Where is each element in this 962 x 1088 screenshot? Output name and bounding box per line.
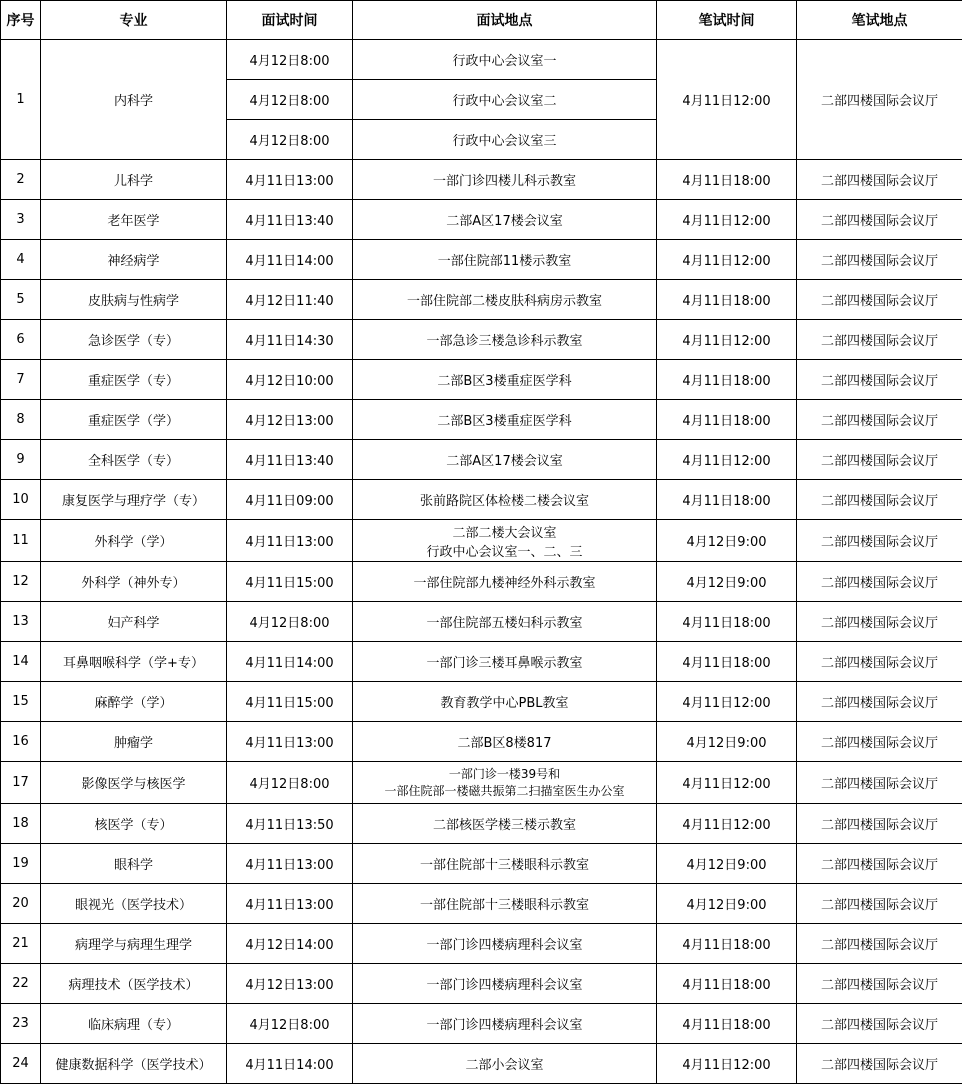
written-time-cell: 4月12日9:00 bbox=[657, 884, 797, 924]
row-number: 1 bbox=[1, 40, 41, 160]
written-place-cell: 二部四楼国际会议厅 bbox=[797, 240, 962, 280]
written-place-cell: 二部四楼国际会议厅 bbox=[797, 480, 962, 520]
written-time-cell: 4月12日9:00 bbox=[657, 844, 797, 884]
table-row bbox=[1, 804, 962, 844]
written-place-cell: 二部四楼国际会议厅 bbox=[797, 360, 962, 400]
written-time-cell: 4月11日18:00 bbox=[657, 1004, 797, 1044]
table-row bbox=[1, 1004, 962, 1044]
row-number: 16 bbox=[1, 722, 41, 762]
written-place-cell: 二部四楼国际会议厅 bbox=[797, 964, 962, 1004]
interview-time-cell: 4月11日14:00 bbox=[227, 240, 353, 280]
table-row bbox=[1, 160, 962, 200]
written-place-cell: 二部四楼国际会议厅 bbox=[797, 924, 962, 964]
interview-place-cell: 一部住院部十三楼眼科示教室 bbox=[353, 844, 657, 884]
interview-time-cell: 4月12日8:00 bbox=[227, 80, 353, 120]
interview-place-cell: 二部A区17楼会议室 bbox=[353, 200, 657, 240]
interview-place-cell: 二部A区17楼会议室 bbox=[353, 440, 657, 480]
major-cell: 耳鼻咽喉科学（学+专） bbox=[41, 642, 227, 682]
written-time-cell: 4月11日18:00 bbox=[657, 924, 797, 964]
major-cell: 皮肤病与性病学 bbox=[41, 280, 227, 320]
table-row bbox=[1, 642, 962, 682]
table-row bbox=[1, 40, 962, 80]
row-number: 17 bbox=[1, 762, 41, 804]
interview-place-cell: 行政中心会议室二 bbox=[353, 80, 657, 120]
major-cell: 临床病理（专） bbox=[41, 1004, 227, 1044]
written-time-cell: 4月11日18:00 bbox=[657, 480, 797, 520]
major-cell: 儿科学 bbox=[41, 160, 227, 200]
table-row bbox=[1, 360, 962, 400]
written-place-cell: 二部四楼国际会议厅 bbox=[797, 682, 962, 722]
written-time-cell: 4月11日18:00 bbox=[657, 280, 797, 320]
table-row bbox=[1, 240, 962, 280]
interview-place-cell: 行政中心会议室三 bbox=[353, 120, 657, 160]
written-time-cell: 4月12日9:00 bbox=[657, 520, 797, 562]
major-cell: 外科学（神外专） bbox=[41, 562, 227, 602]
written-time-cell: 4月11日18:00 bbox=[657, 964, 797, 1004]
interview-time-cell: 4月12日11:40 bbox=[227, 280, 353, 320]
row-number: 6 bbox=[1, 320, 41, 360]
major-cell: 康复医学与理疗学（专） bbox=[41, 480, 227, 520]
table-row bbox=[1, 520, 962, 562]
row-number: 20 bbox=[1, 884, 41, 924]
interview-place-cell: 一部住院部五楼妇科示教室 bbox=[353, 602, 657, 642]
interview-place-cell: 一部门诊四楼病理科会议室 bbox=[353, 964, 657, 1004]
interview-place-cell: 二部B区8楼817 bbox=[353, 722, 657, 762]
written-place-cell: 二部四楼国际会议厅 bbox=[797, 1004, 962, 1044]
written-time-cell: 4月11日12:00 bbox=[657, 40, 797, 160]
written-time-cell: 4月11日18:00 bbox=[657, 642, 797, 682]
interview-place-cell: 一部门诊四楼病理科会议室 bbox=[353, 1004, 657, 1044]
interview-place-cell: 一部急诊三楼急诊科示教室 bbox=[353, 320, 657, 360]
major-cell: 麻醉学（学） bbox=[41, 682, 227, 722]
interview-place-line: 一部门诊一楼39号和 bbox=[448, 766, 561, 781]
interview-time-cell: 4月12日8:00 bbox=[227, 1004, 353, 1044]
written-time-cell: 4月12日9:00 bbox=[657, 562, 797, 602]
header-cell-interview-place: 面试地点 bbox=[353, 1, 657, 40]
row-number: 22 bbox=[1, 964, 41, 1004]
written-place-cell: 二部四楼国际会议厅 bbox=[797, 844, 962, 884]
table-row bbox=[1, 562, 962, 602]
row-number: 14 bbox=[1, 642, 41, 682]
written-place-cell: 二部四楼国际会议厅 bbox=[797, 440, 962, 480]
table-row bbox=[1, 682, 962, 722]
major-cell: 急诊医学（专） bbox=[41, 320, 227, 360]
major-cell: 眼科学 bbox=[41, 844, 227, 884]
interview-place-cell: 一部住院部九楼神经外科示教室 bbox=[353, 562, 657, 602]
row-number: 2 bbox=[1, 160, 41, 200]
major-cell: 核医学（专） bbox=[41, 804, 227, 844]
header-cell-major: 专业 bbox=[41, 1, 227, 40]
written-time-cell: 4月11日12:00 bbox=[657, 320, 797, 360]
row-number: 12 bbox=[1, 562, 41, 602]
table-row bbox=[1, 400, 962, 440]
interview-time-cell: 4月11日14:30 bbox=[227, 320, 353, 360]
interview-time-cell: 4月11日13:40 bbox=[227, 200, 353, 240]
interview-time-cell: 4月12日8:00 bbox=[227, 762, 353, 804]
written-place-cell: 二部四楼国际会议厅 bbox=[797, 40, 962, 160]
written-place-cell: 二部四楼国际会议厅 bbox=[797, 722, 962, 762]
row-number: 13 bbox=[1, 602, 41, 642]
interview-time-cell: 4月11日15:00 bbox=[227, 682, 353, 722]
major-cell: 影像医学与核医学 bbox=[41, 762, 227, 804]
row-number: 21 bbox=[1, 924, 41, 964]
interview-place-cell: 二部核医学楼三楼示教室 bbox=[353, 804, 657, 844]
interview-time-cell: 4月11日13:00 bbox=[227, 160, 353, 200]
major-cell: 健康数据科学（医学技术） bbox=[41, 1044, 227, 1084]
written-place-cell: 二部四楼国际会议厅 bbox=[797, 160, 962, 200]
table-body bbox=[1, 40, 962, 1084]
major-cell: 神经病学 bbox=[41, 240, 227, 280]
interview-time-cell: 4月12日10:00 bbox=[227, 360, 353, 400]
written-place-cell: 二部四楼国际会议厅 bbox=[797, 400, 962, 440]
written-place-cell: 二部四楼国际会议厅 bbox=[797, 520, 962, 562]
table-row bbox=[1, 200, 962, 240]
written-time-cell: 4月11日18:00 bbox=[657, 160, 797, 200]
written-place-cell: 二部四楼国际会议厅 bbox=[797, 320, 962, 360]
interview-time-cell: 4月12日8:00 bbox=[227, 40, 353, 80]
written-place-cell: 二部四楼国际会议厅 bbox=[797, 762, 962, 804]
table-row bbox=[1, 602, 962, 642]
major-cell: 重症医学（学） bbox=[41, 400, 227, 440]
major-cell: 重症医学（专） bbox=[41, 360, 227, 400]
row-number: 8 bbox=[1, 400, 41, 440]
written-place-cell: 二部四楼国际会议厅 bbox=[797, 562, 962, 602]
table-row bbox=[1, 320, 962, 360]
interview-time-cell: 4月11日13:00 bbox=[227, 520, 353, 562]
major-cell: 老年医学 bbox=[41, 200, 227, 240]
interview-place-line: 二部二楼大会议室 bbox=[452, 525, 557, 541]
row-number: 3 bbox=[1, 200, 41, 240]
interview-time-cell: 4月11日13:00 bbox=[227, 844, 353, 884]
interview-place-line: 一部住院部一楼磁共振第二扫描室医生办公室 bbox=[384, 783, 625, 798]
header-cell-no: 序号 bbox=[1, 1, 41, 40]
table-row bbox=[1, 1044, 962, 1084]
interview-place-cell: 行政中心会议室一 bbox=[353, 40, 657, 80]
interview-time-cell: 4月11日13:00 bbox=[227, 722, 353, 762]
table-row bbox=[1, 924, 962, 964]
interview-place-cell: 张前路院区体检楼二楼会议室 bbox=[353, 480, 657, 520]
written-place-cell: 二部四楼国际会议厅 bbox=[797, 602, 962, 642]
interview-place-cell: 一部门诊四楼病理科会议室 bbox=[353, 924, 657, 964]
row-number: 23 bbox=[1, 1004, 41, 1044]
header-cell-written-time: 笔试时间 bbox=[657, 1, 797, 40]
table-row bbox=[1, 280, 962, 320]
written-time-cell: 4月11日12:00 bbox=[657, 440, 797, 480]
header-row bbox=[1, 1, 962, 40]
interview-place-cell: 教育教学中心PBL教室 bbox=[353, 682, 657, 722]
written-time-cell: 4月11日12:00 bbox=[657, 240, 797, 280]
row-number: 15 bbox=[1, 682, 41, 722]
interview-place-cell bbox=[353, 520, 657, 562]
interview-place-cell: 一部门诊三楼耳鼻喉示教室 bbox=[353, 642, 657, 682]
major-cell: 肿瘤学 bbox=[41, 722, 227, 762]
interview-time-cell: 4月12日14:00 bbox=[227, 924, 353, 964]
written-time-cell: 4月11日12:00 bbox=[657, 1044, 797, 1084]
interview-time-cell: 4月12日8:00 bbox=[227, 602, 353, 642]
interview-place-cell: 二部B区3楼重症医学科 bbox=[353, 360, 657, 400]
written-place-cell: 二部四楼国际会议厅 bbox=[797, 884, 962, 924]
row-number: 5 bbox=[1, 280, 41, 320]
table-row bbox=[1, 722, 962, 762]
interview-place-cell: 一部住院部十三楼眼科示教室 bbox=[353, 884, 657, 924]
major-cell: 妇产科学 bbox=[41, 602, 227, 642]
header-cell-written-place: 笔试地点 bbox=[797, 1, 962, 40]
interview-place-cell: 一部门诊四楼儿科示教室 bbox=[353, 160, 657, 200]
row-number: 4 bbox=[1, 240, 41, 280]
table-row bbox=[1, 884, 962, 924]
written-place-cell: 二部四楼国际会议厅 bbox=[797, 804, 962, 844]
interview-time-cell: 4月11日14:00 bbox=[227, 642, 353, 682]
row-number: 7 bbox=[1, 360, 41, 400]
written-place-cell: 二部四楼国际会议厅 bbox=[797, 280, 962, 320]
interview-place-cell: 二部小会议室 bbox=[353, 1044, 657, 1084]
major-cell: 眼视光（医学技术） bbox=[41, 884, 227, 924]
written-time-cell: 4月11日18:00 bbox=[657, 360, 797, 400]
written-time-cell: 4月11日12:00 bbox=[657, 682, 797, 722]
table-row bbox=[1, 440, 962, 480]
table-row bbox=[1, 762, 962, 804]
table-row bbox=[1, 844, 962, 884]
interview-time-cell: 4月12日8:00 bbox=[227, 120, 353, 160]
row-number: 19 bbox=[1, 844, 41, 884]
written-time-cell: 4月12日9:00 bbox=[657, 722, 797, 762]
written-time-cell: 4月11日18:00 bbox=[657, 602, 797, 642]
header-cell-interview-time: 面试时间 bbox=[227, 1, 353, 40]
major-cell: 外科学（学） bbox=[41, 520, 227, 562]
written-time-cell: 4月11日18:00 bbox=[657, 400, 797, 440]
interview-time-cell: 4月11日14:00 bbox=[227, 1044, 353, 1084]
row-number: 24 bbox=[1, 1044, 41, 1084]
major-cell: 病理技术（医学技术） bbox=[41, 964, 227, 1004]
table-row bbox=[1, 480, 962, 520]
interview-place-cell bbox=[353, 762, 657, 804]
interview-place-cell: 一部住院部11楼示教室 bbox=[353, 240, 657, 280]
interview-time-cell: 4月12日13:00 bbox=[227, 400, 353, 440]
interview-time-cell: 4月11日13:00 bbox=[227, 884, 353, 924]
written-time-cell: 4月11日12:00 bbox=[657, 804, 797, 844]
written-time-cell: 4月11日12:00 bbox=[657, 762, 797, 804]
row-number: 10 bbox=[1, 480, 41, 520]
interview-place-line: 行政中心会议室一、二、三 bbox=[426, 544, 583, 560]
interview-time-cell: 4月11日13:50 bbox=[227, 804, 353, 844]
table-row bbox=[1, 964, 962, 1004]
written-time-cell: 4月11日12:00 bbox=[657, 200, 797, 240]
row-number: 11 bbox=[1, 520, 41, 562]
row-number: 9 bbox=[1, 440, 41, 480]
row-number: 18 bbox=[1, 804, 41, 844]
interview-time-cell: 4月11日09:00 bbox=[227, 480, 353, 520]
interview-time-cell: 4月11日13:40 bbox=[227, 440, 353, 480]
major-cell: 病理学与病理生理学 bbox=[41, 924, 227, 964]
major-cell: 内科学 bbox=[41, 40, 227, 160]
interview-time-cell: 4月11日15:00 bbox=[227, 562, 353, 602]
written-place-cell: 二部四楼国际会议厅 bbox=[797, 642, 962, 682]
written-place-cell: 二部四楼国际会议厅 bbox=[797, 1044, 962, 1084]
major-cell: 全科医学（专） bbox=[41, 440, 227, 480]
interview-place-cell: 一部住院部二楼皮肤科病房示教室 bbox=[353, 280, 657, 320]
interview-time-cell: 4月12日13:00 bbox=[227, 964, 353, 1004]
interview-place-cell: 二部B区3楼重症医学科 bbox=[353, 400, 657, 440]
written-place-cell: 二部四楼国际会议厅 bbox=[797, 200, 962, 240]
